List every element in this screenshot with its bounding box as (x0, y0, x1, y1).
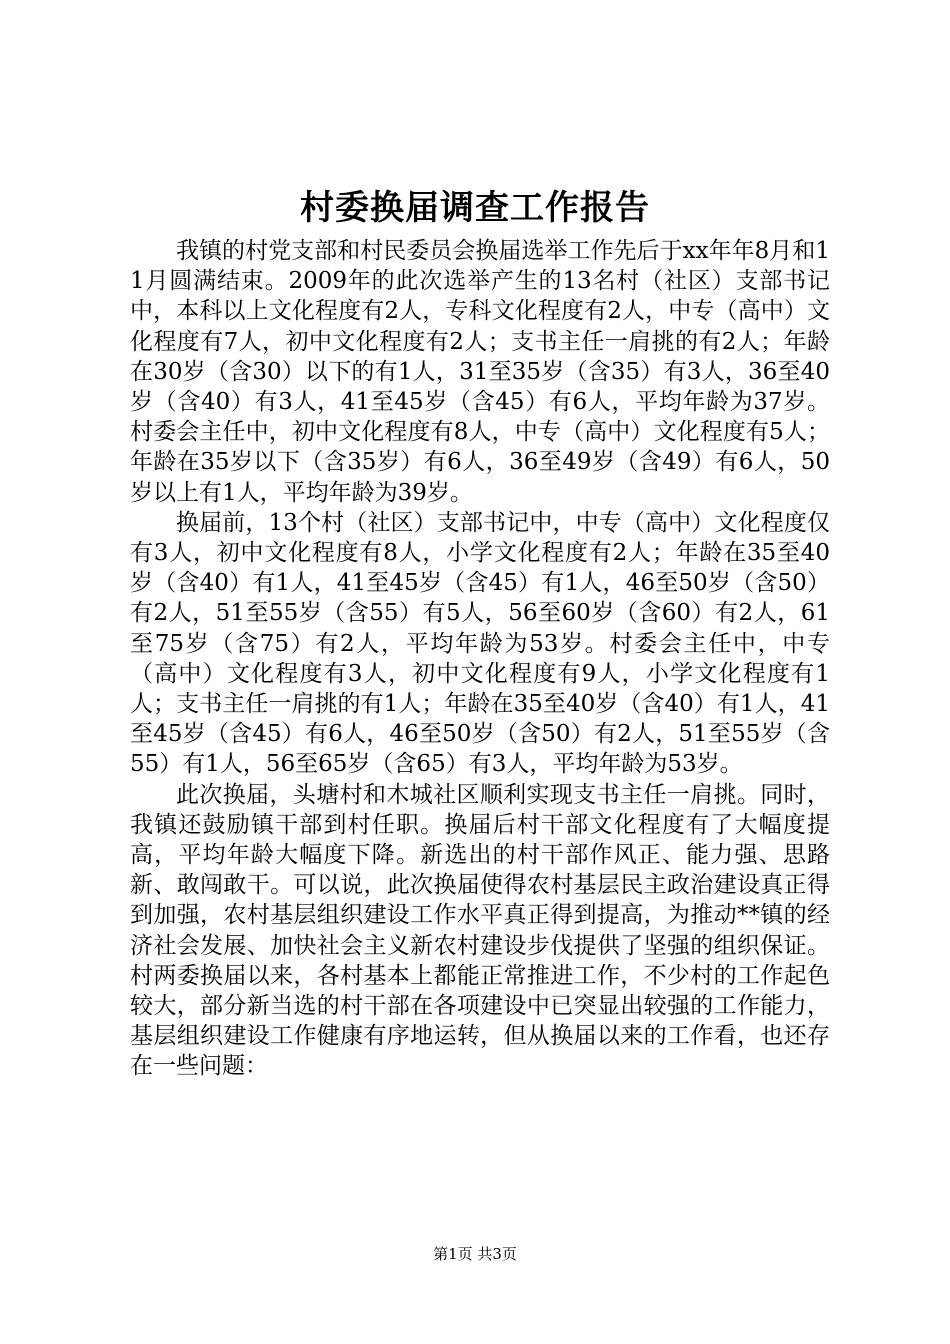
paragraph-3: 此次换届，头塘村和木城社区顺利实现支书主任一肩挑。同时，我镇还鼓励镇干部到村任职。换届后村干部文化程度有了大幅度提高，平均年龄大幅度下降。新选出的村干部作风正、能力强、思路新、敢闯敢干。可以说，此次换届使得农村基层民主政治建设真正得到加强，农村基层组织建设工作水平真正得到提高，为推动**镇的经济社会发展、加快社会主义新农村建设步伐提供了坚强的组织保证。村两委换届以来，各村基本上都能正常推进工作，不少村的工作起色较大，部分新当选的村干部在各项建设中已突显出较强的工作能力，基层组织建设工作健康有序地运转，但从换届以来的工作看，也还存在一些问题： (130, 781, 830, 1080)
paragraph-2: 换届前，13个村（社区）支部书记中，中专（高中）文化程度仅有3人，初中文化程度有8人，小学文化程度有2人；年龄在35至40岁（含40）有1人，41至45岁（含45）有1人，46至50岁（含50）有2人，51至55岁（含55）有5人，56至60岁（含60）有2人，61至75岁（含75）有2人，平均年龄为53岁。村委会主任中，中专（高中）文化程度有3人，初中文化程度有9人，小学文化程度有1人；支书主任一肩挑的有1人；年龄在35至40岁（含40）有1人，41至45岁（含45）有6人，46至50岁（含50）有2人，51至55岁（含55）有1人，56至65岁（含65）有3人，平均年龄为53岁。 (130, 509, 830, 778)
document-body (130, 236, 830, 1082)
page-footer: 第1页 共3页 (433, 1245, 517, 1263)
document-title: 村委换届调查工作报告 (300, 188, 650, 228)
paragraph-1: 我镇的村党支部和村民委员会换届选举工作先后于xx年年8月和11月圆满结束。2009年的此次选举产生的13名村（社区）支部书记中，本科以上文化程度有2人，专科文化程度有2人，中专（高中）文化程度有7人，初中文化程度有2人；支书主任一肩挑的有2人；年龄在30岁（含30）以下的有1人，31至35岁（含35）有3人，36至40岁（含40）有3人，41至45岁（含45）有6人，平均年龄为37岁。村委会主任中，初中文化程度有8人，中专（高中）文化程度有5人；年龄在35岁以下（含35岁）有6人，36至49岁（含49）有6人，50岁以上有1人，平均年龄为39岁。 (130, 238, 830, 506)
